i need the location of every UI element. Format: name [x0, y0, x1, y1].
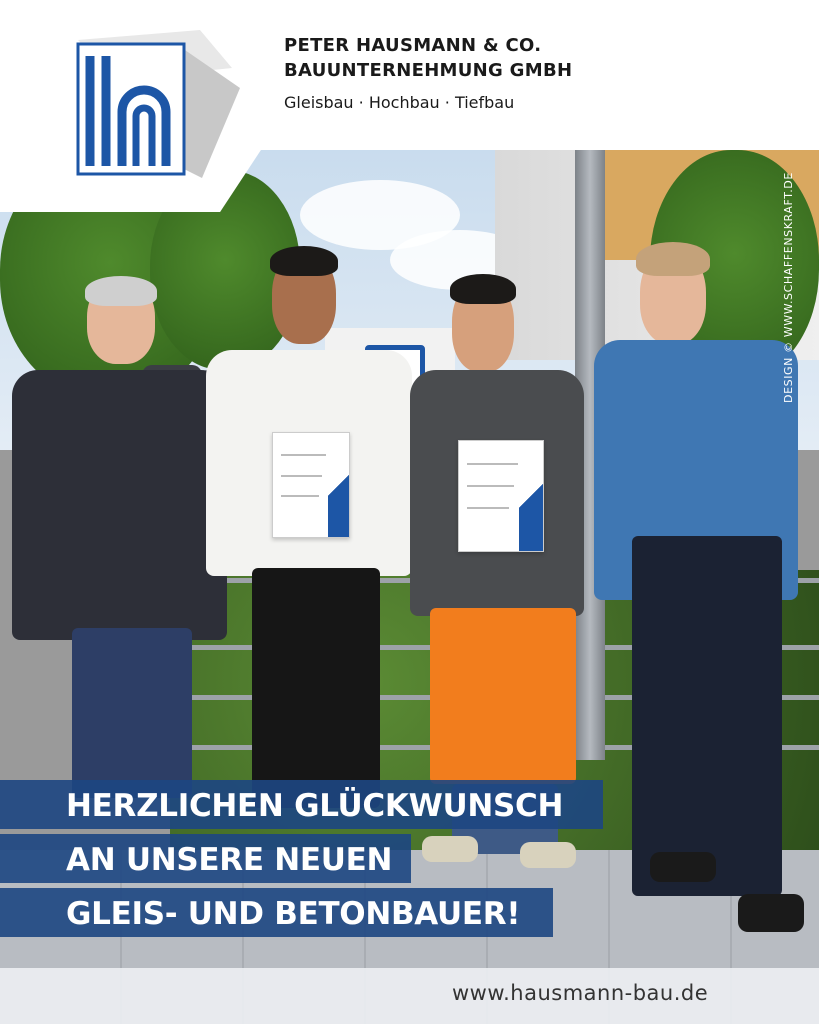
certificate-stripe: [519, 441, 543, 551]
certificate-line: [281, 454, 327, 456]
certificate-line: [467, 463, 517, 465]
certificate: [272, 432, 350, 538]
banner-line-3: [0, 888, 553, 937]
photo-credit-text: DESIGN © WWW.SCHAFFENSKRAFT.DE: [782, 172, 795, 403]
hair: [450, 274, 516, 304]
banner-line-2: [0, 834, 411, 883]
jacket: [12, 370, 227, 640]
certificate-line: [467, 507, 509, 509]
certificate: [458, 440, 544, 552]
certificate-stripe: [328, 433, 349, 537]
hair: [636, 242, 710, 276]
hausmann-logo-icon: [72, 28, 242, 178]
shoe: [422, 836, 478, 862]
certificate-line: [281, 475, 323, 477]
person-center-right: [410, 274, 584, 864]
shoe: [738, 894, 804, 932]
company-name-line-1: PETER HAUSMANN & CO.: [284, 35, 542, 56]
photo-credit: [782, 172, 802, 408]
jeans: [72, 628, 192, 798]
shoe: [520, 842, 576, 868]
person-left: [12, 278, 227, 798]
website-link[interactable]: www.hausmann-bau.de: [452, 981, 709, 1005]
trousers: [252, 568, 380, 808]
banner-text-1: HERZLICHEN GLÜCKWUNSCH: [66, 788, 564, 824]
trousers: [632, 536, 782, 896]
hair: [85, 276, 157, 306]
work-trousers: [430, 608, 576, 784]
certificate-line: [467, 485, 513, 487]
hair: [270, 246, 338, 276]
footer: [0, 968, 819, 1024]
shoe: [650, 852, 716, 882]
banner-text-3: GLEIS- UND BETONBAUER!: [66, 896, 521, 932]
logo-card: [0, 0, 262, 212]
certificate-line: [281, 495, 319, 497]
person-center-left: [206, 246, 412, 806]
company-name-line-2: BAUUNTERNEHMUNG GMBH: [284, 60, 573, 81]
services-tagline: Gleisbau · Hochbau · Tiefbau: [284, 93, 515, 112]
banner-line-1: [0, 780, 603, 829]
person-right: [594, 172, 798, 942]
banner-text-2: AN UNSERE NEUEN: [66, 842, 393, 878]
